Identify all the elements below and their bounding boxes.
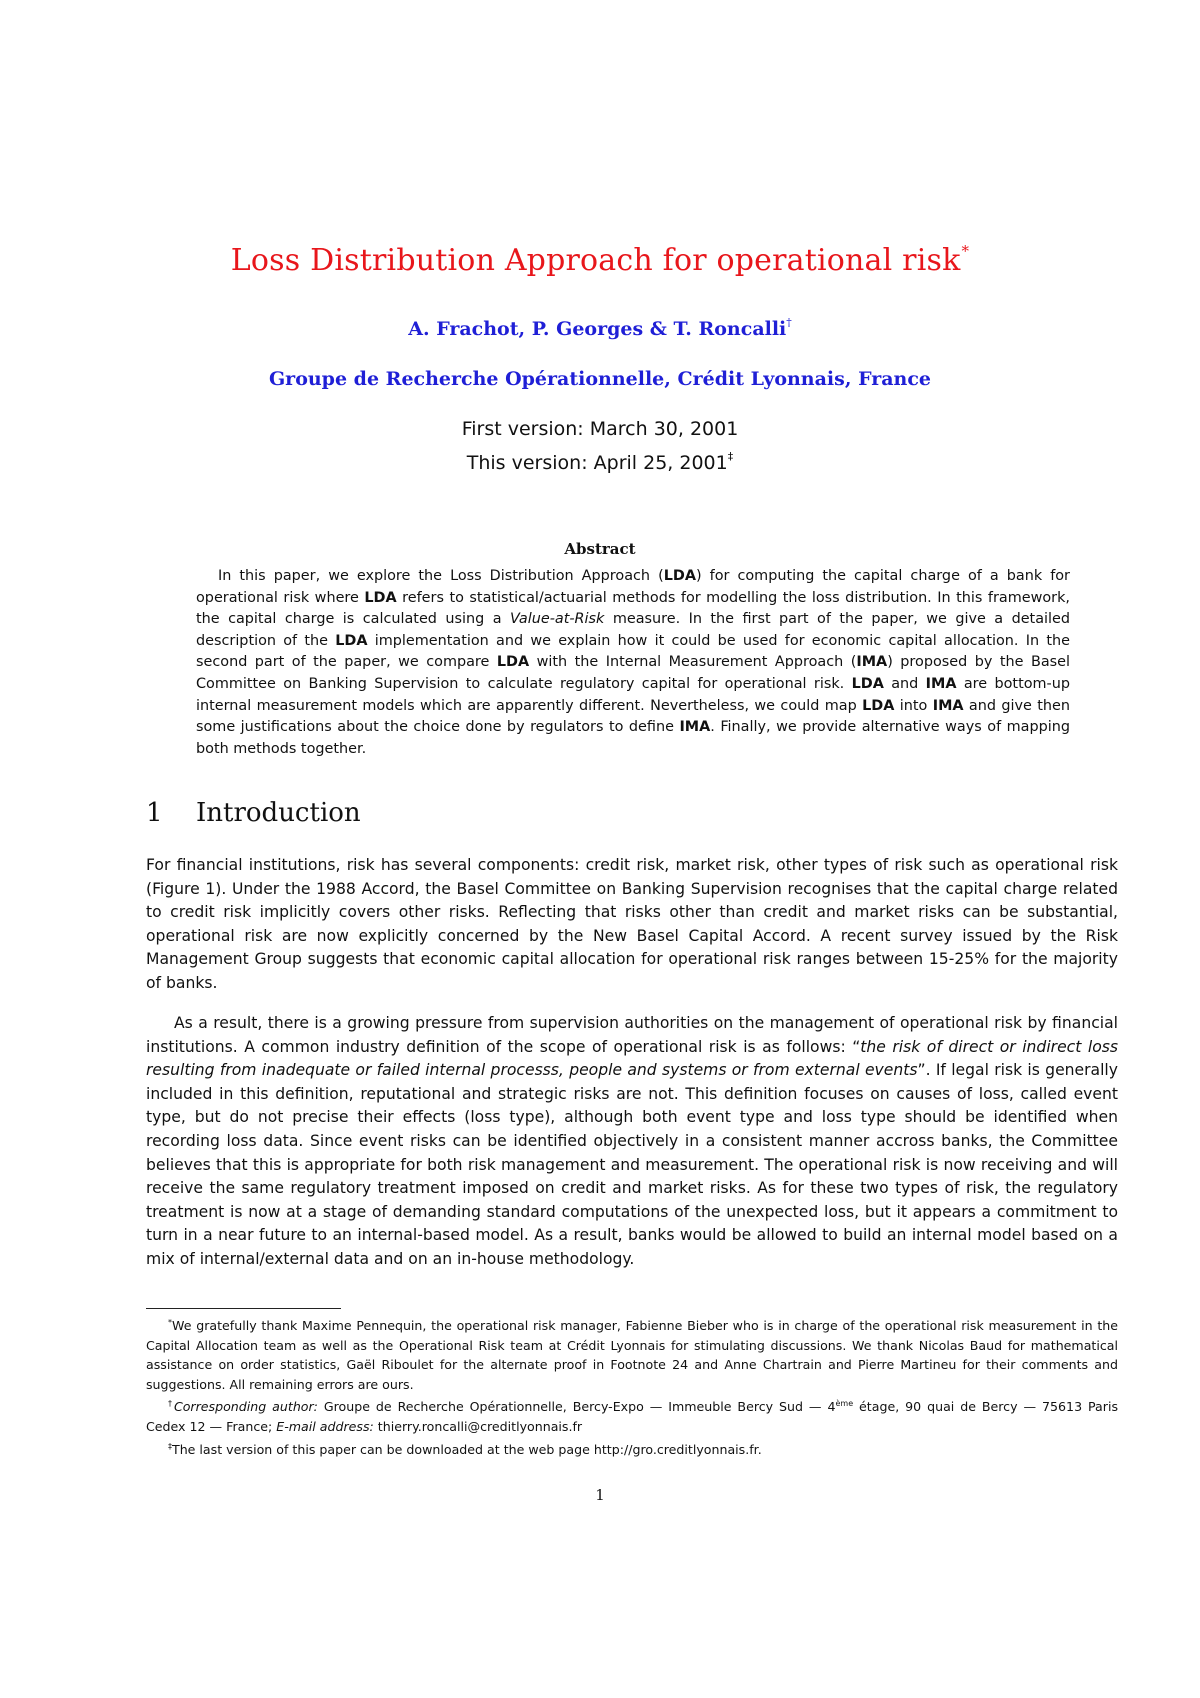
footnote-text: Groupe de Recherche Opérationnelle, Bercy-Expo — Immeuble Bercy Sud — 4 xyxy=(317,1399,836,1415)
footnote-mark: † xyxy=(168,1399,174,1409)
abstract-body xyxy=(196,566,1070,760)
abstract-text: and give then some justifications about the choice done by regulators to define xyxy=(196,697,1070,736)
footnote-1 xyxy=(146,1313,1118,1394)
abstract-text: measure. In the first part of the paper, we give a detailed description of the xyxy=(196,611,1070,649)
footnote-text: étage, 90 quai de Bercy — 75613 Paris Cedex 12 — France; xyxy=(146,1399,1118,1434)
abstract-text: with the Internal Measurement Approach ( xyxy=(529,654,857,671)
abstract-term: LDA xyxy=(663,568,696,584)
first-version: First version: March 30, 2001 xyxy=(461,418,739,440)
abstract-term: LDA xyxy=(364,589,397,606)
paper-title xyxy=(0,242,1200,278)
page-number: 1 xyxy=(595,1486,605,1504)
abstract-term: LDA xyxy=(496,654,530,671)
abstract-term: IMA xyxy=(679,719,711,736)
section-heading xyxy=(146,798,361,828)
footnote-text: We gratefully thank Maxime Pennequin, the operational risk manager, Fabienne Bieber who is in charge of the operational risk measurement in the Capital Allocation team as well as the Operational Risk team at Crédit Lyonnais for stimulating discussions. We thank Nicolas Baud for mathematical assistance on order statistics, Gaël Riboulet for the alternate proof in Footnote 24 and Anne Chartrain and Pierre Martineu for their comments and suggestions. All remaining errors are ours. xyxy=(146,1318,1118,1392)
ordinal-superscript: ème xyxy=(835,1399,854,1409)
abstract-term: IMA xyxy=(932,697,964,714)
authors-footnote-mark: † xyxy=(786,316,792,329)
footnotes xyxy=(146,1313,1118,1459)
abstract-heading: Abstract xyxy=(564,540,636,558)
footnote-mark: ‡ xyxy=(168,1441,172,1451)
footnote-rule xyxy=(146,1308,341,1309)
title-footnote-mark: * xyxy=(961,242,970,260)
abstract-text: In this paper, we explore the Loss Distribution Approach ( xyxy=(218,568,664,584)
authors-text: A. Frachot, P. Georges & T. Roncalli xyxy=(408,318,787,340)
this-version: This version: April 25, 2001 xyxy=(466,452,728,474)
footnote-text: The last version of this paper can be downloaded at the web page http://gro.creditlyonnais.fr. xyxy=(172,1441,762,1457)
abstract-term: IMA xyxy=(856,654,888,671)
affiliation: Groupe de Recherche Opérationnelle, Crédit Lyonnais, France xyxy=(268,368,932,390)
this-version-line xyxy=(0,443,1200,477)
version-footnote-mark: ‡ xyxy=(727,450,734,463)
email-address: thierry.roncalli@creditlyonnais.fr xyxy=(373,1418,583,1434)
abstract-text: implementation and we explain how it could be used for economic capital allocation. In the second part of the paper, we compare xyxy=(196,632,1070,671)
abstract-emphasis: Value-at-Risk xyxy=(509,611,605,628)
footnote-3 xyxy=(146,1437,1118,1460)
abstract-text: and xyxy=(883,675,926,692)
abstract-text: into xyxy=(894,697,933,714)
abstract-text: ) for computing the capital charge of a bank for operational risk where xyxy=(196,568,1070,606)
author-list xyxy=(0,316,1200,340)
footnote-2 xyxy=(146,1394,1118,1436)
abstract-text: refers to statistical/actuarial methods for modelling the loss distribution. In this framework, the capital charge is calculated using a xyxy=(196,589,1070,628)
version-info xyxy=(0,416,1200,477)
intro-paragraph-1: For financial institutions, risk has several components: credit risk, market risk, other types of risk such as operational risk (Figure 1). Under the 1988 Accord, the Basel Committee on Banking Supervision recognises that the capital charge related to credit risk implicitly covers other risks. Reflecting that risks other than credit and market risks can be substantial, operational risk are now explicitly concerned by the New Basel Capital Accord. A recent survey issued by the Risk Management Group suggests that economic capital allocation for operational risk ranges between 15-25% for the majority of banks. xyxy=(146,856,1118,992)
abstract-term: LDA xyxy=(335,632,368,649)
footnote-label: Corresponding author: xyxy=(173,1399,318,1415)
paragraph-text: As a result, there is a growing pressure from supervision authorities on the management of operational risk by financial institutions. A common industry definition of the scope of operational risk is as follows: “ xyxy=(146,1014,1118,1056)
section-number: 1 xyxy=(146,798,163,828)
abstract-text: . Finally, we provide alternative ways of mapping both methods together. xyxy=(196,719,1070,757)
intro-paragraph-2 xyxy=(146,1012,1118,1272)
footnote-mark: * xyxy=(168,1318,172,1327)
section-title: Introduction xyxy=(196,798,361,828)
definition-quote: the risk of direct or indirect loss resulting from inadequate or failed internal processs, people and systems or from external events xyxy=(146,1037,1118,1080)
title-text: Loss Distribution Approach for operational risk xyxy=(230,243,961,278)
abstract-term: LDA xyxy=(862,697,895,714)
abstract-term: IMA xyxy=(925,675,957,692)
abstract-term: LDA xyxy=(851,675,884,692)
abstract-text: ) proposed by the Basel Committee on Banking Supervision to calculate regulatory capital for operational risk. xyxy=(196,654,1070,692)
paragraph-text: ”. If legal risk is generally included in this definition, reputational and strategic risks are not. This definition focuses on causes of loss, called event type, but do not precise their effects (loss type), although both event type and loss type should be identified when recording loss data. Since event risks can be identified objectively in a consistent manner accross banks, the Committee believes that this is appropriate for both risk management and measurement. The operational risk is now receiving and will receive the same regulatory treatment imposed on credit and market risks. As for these two types of risk, the regulatory treatment is now at a stage of demanding standard computations of the unexpected loss, but it appears a commitment to turn in a near future to an internal-based model. As a result, banks would be allowed to build an internal model based on a mix of internal/external data and on an in-house methodology. xyxy=(146,1061,1118,1268)
email-label: E-mail address: xyxy=(276,1418,374,1434)
abstract-text: are bottom-up internal measurement models which are apparently different. Nevertheless, we could map xyxy=(196,675,1070,714)
